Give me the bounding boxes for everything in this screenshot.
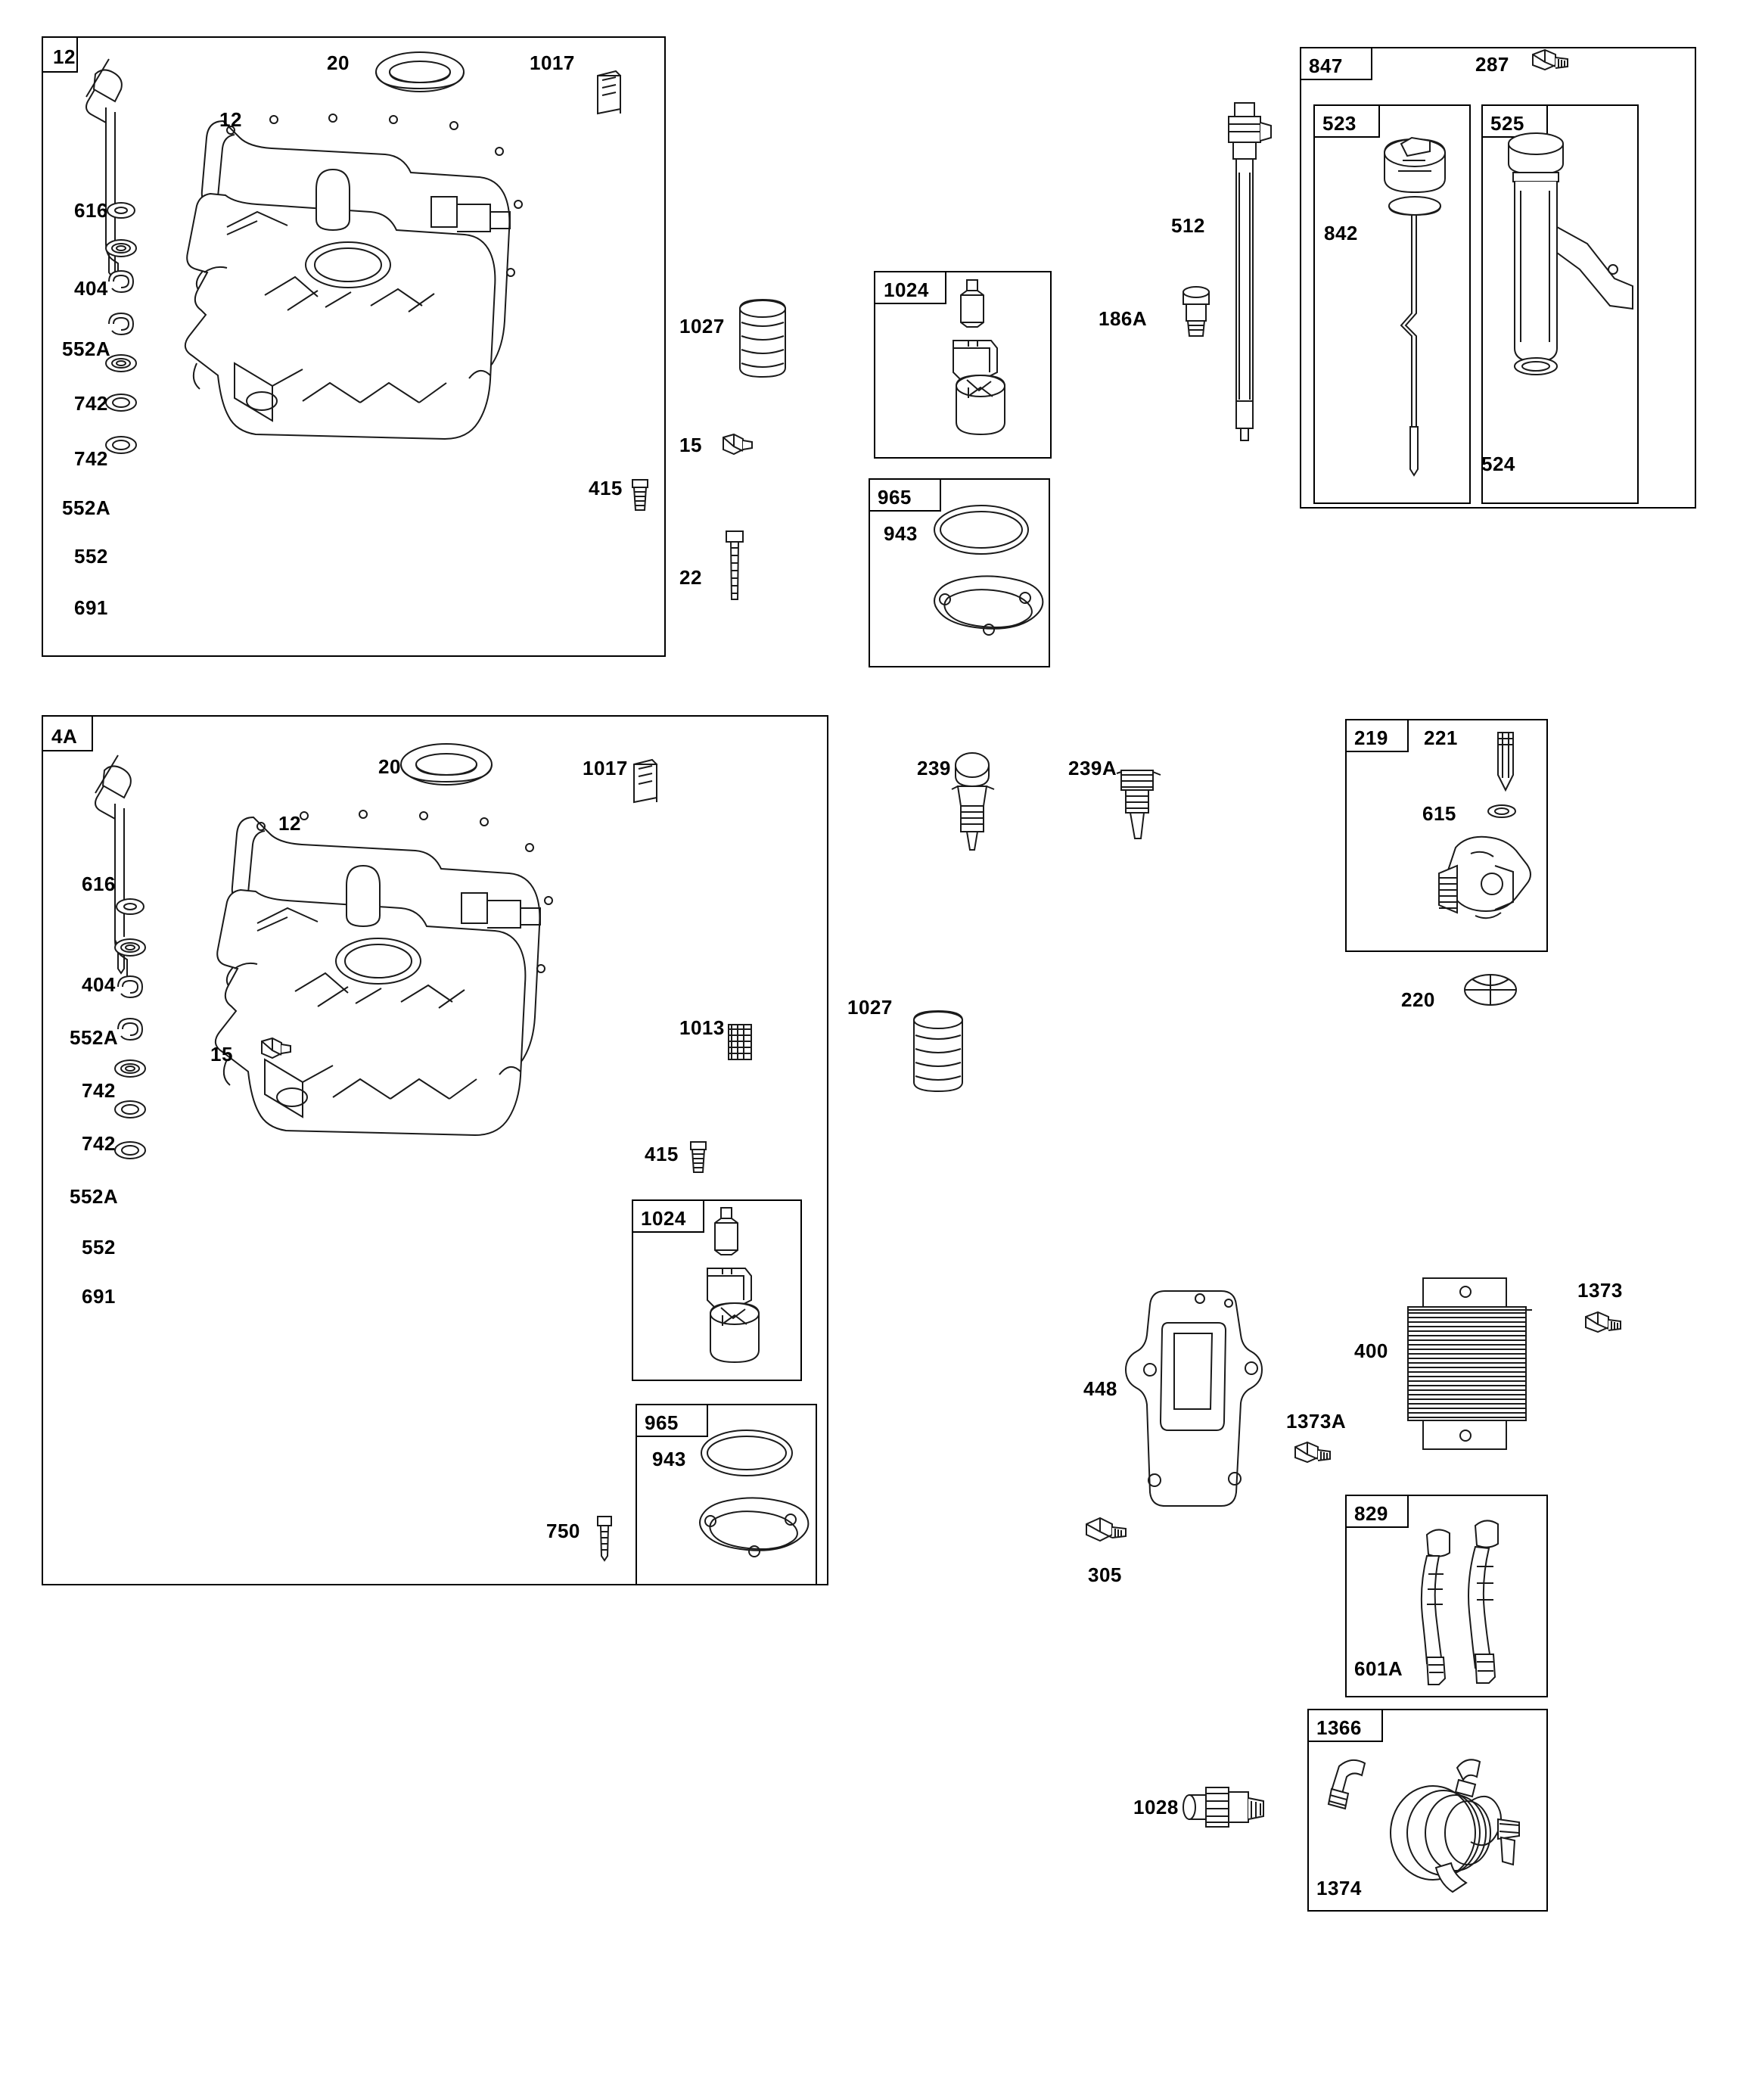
part-219-coil-art bbox=[1422, 831, 1543, 944]
part-239a-switch bbox=[1106, 763, 1174, 865]
callout-847: 847 bbox=[1309, 54, 1343, 77]
callout-220: 220 bbox=[1401, 988, 1435, 1011]
callout-842: 842 bbox=[1324, 222, 1358, 244]
callout-219: 219 bbox=[1354, 726, 1388, 749]
part-1027-oil-filter-group4 bbox=[732, 295, 793, 386]
callout-1017-group4a: 1017 bbox=[583, 757, 628, 779]
callout-523: 523 bbox=[1322, 112, 1357, 135]
part-1373-bolt bbox=[1581, 1308, 1627, 1353]
part-400-cooler bbox=[1396, 1275, 1540, 1464]
callout-691-group4a: 691 bbox=[82, 1285, 116, 1308]
callout-943-group4a: 943 bbox=[652, 1448, 686, 1470]
callout-616-group4a: 616 bbox=[82, 873, 116, 895]
callout-601a: 601A bbox=[1354, 1657, 1403, 1680]
callout-1027-group4a: 1027 bbox=[847, 996, 893, 1019]
part-1013-group4a bbox=[723, 1020, 760, 1066]
part-415-group4 bbox=[626, 477, 657, 522]
callout-15-group4: 15 bbox=[679, 434, 702, 456]
part-415-group4a bbox=[685, 1139, 715, 1184]
callout-404-group4a: 404 bbox=[82, 973, 116, 996]
callout-742-2-group4: 742 bbox=[74, 447, 108, 470]
callout-1373a: 1373A bbox=[1286, 1410, 1347, 1433]
callout-400: 400 bbox=[1354, 1339, 1388, 1362]
callout-552a-2-group4a: 552A bbox=[70, 1185, 119, 1208]
callout-group-4: 12 bbox=[53, 45, 76, 68]
callout-1028: 1028 bbox=[1133, 1796, 1179, 1818]
group-4-artwork bbox=[76, 45, 673, 651]
callout-615: 615 bbox=[1422, 802, 1456, 825]
callout-1017-group4: 1017 bbox=[530, 51, 575, 74]
part-448-plate bbox=[1135, 1279, 1271, 1521]
callout-186a: 186A bbox=[1099, 307, 1148, 330]
callout-239: 239 bbox=[917, 757, 951, 779]
part-221-art bbox=[1484, 728, 1530, 811]
callout-552a-1-group4: 552A bbox=[62, 338, 111, 360]
part-220-art bbox=[1460, 967, 1521, 1013]
callout-1027-group4: 1027 bbox=[679, 315, 725, 338]
callout-20-group4: 20 bbox=[327, 51, 350, 74]
part-615-washer bbox=[1483, 801, 1521, 823]
callout-12-group4: 12 bbox=[219, 108, 242, 131]
part-305-bolt bbox=[1080, 1514, 1133, 1559]
callout-1024-group4a: 1024 bbox=[641, 1207, 686, 1230]
part-512-tube bbox=[1218, 97, 1279, 468]
part-525-fill-tube bbox=[1487, 123, 1639, 471]
part-239-switch bbox=[938, 745, 1006, 859]
callout-742-1-group4: 742 bbox=[74, 392, 108, 415]
callout-512: 512 bbox=[1171, 214, 1205, 237]
callout-742-2-group4a: 742 bbox=[82, 1132, 116, 1155]
callout-20-group4a: 20 bbox=[378, 755, 401, 778]
callout-287: 287 bbox=[1475, 53, 1509, 76]
callout-552-group4a: 552 bbox=[82, 1236, 116, 1258]
part-186a bbox=[1174, 286, 1227, 347]
callout-group-4a: 4A bbox=[51, 725, 78, 748]
callout-1366: 1366 bbox=[1316, 1716, 1362, 1739]
callout-305: 305 bbox=[1088, 1563, 1122, 1586]
part-1027-oil-filter-group4a bbox=[906, 1006, 971, 1101]
callout-691-group4: 691 bbox=[74, 596, 108, 619]
callout-15-group4a: 15 bbox=[210, 1043, 233, 1066]
callout-1013-group4a: 1013 bbox=[679, 1016, 725, 1039]
callout-524: 524 bbox=[1481, 453, 1515, 475]
callout-525: 525 bbox=[1490, 112, 1524, 135]
part-287-bolt bbox=[1528, 47, 1574, 85]
part-15-group4a bbox=[257, 1035, 295, 1069]
callout-1374: 1374 bbox=[1316, 1877, 1362, 1899]
part-22-group4 bbox=[720, 530, 751, 613]
callout-1373: 1373 bbox=[1577, 1279, 1623, 1302]
part-1366-art bbox=[1322, 1750, 1542, 1909]
callout-1024-group4: 1024 bbox=[884, 278, 929, 301]
part-1373a-bolt bbox=[1291, 1438, 1336, 1483]
callout-829: 829 bbox=[1354, 1502, 1388, 1525]
callout-415-group4: 415 bbox=[589, 477, 623, 499]
callout-448: 448 bbox=[1083, 1377, 1117, 1400]
part-829-hoses bbox=[1394, 1514, 1537, 1695]
callout-552a-1-group4a: 552A bbox=[70, 1026, 119, 1049]
callout-965-group4: 965 bbox=[878, 486, 912, 509]
callout-750-group4a: 750 bbox=[546, 1520, 580, 1542]
callout-943-group4: 943 bbox=[884, 522, 918, 545]
part-965-art-group4 bbox=[919, 484, 1055, 666]
callout-221: 221 bbox=[1424, 726, 1458, 749]
callout-415-group4a: 415 bbox=[645, 1143, 679, 1165]
callout-404-group4: 404 bbox=[74, 277, 108, 300]
callout-616-group4: 616 bbox=[74, 199, 108, 222]
callout-742-1-group4a: 742 bbox=[82, 1079, 116, 1102]
callout-239a: 239A bbox=[1068, 757, 1117, 779]
part-1024-art-group4a bbox=[685, 1202, 783, 1380]
callout-12-group4a: 12 bbox=[278, 812, 301, 835]
callout-965-group4a: 965 bbox=[645, 1411, 679, 1434]
callout-552-group4: 552 bbox=[74, 545, 108, 568]
part-965-art-group4a bbox=[685, 1409, 821, 1583]
callout-552a-2-group4: 552A bbox=[62, 496, 111, 519]
callout-22-group4: 22 bbox=[679, 566, 702, 589]
part-842-dipstick bbox=[1368, 127, 1466, 483]
part-1024-art-group4 bbox=[931, 272, 1029, 454]
part-1028-fitting bbox=[1182, 1769, 1273, 1868]
part-750-group4a bbox=[590, 1514, 620, 1566]
part-15-group4 bbox=[719, 431, 757, 462]
